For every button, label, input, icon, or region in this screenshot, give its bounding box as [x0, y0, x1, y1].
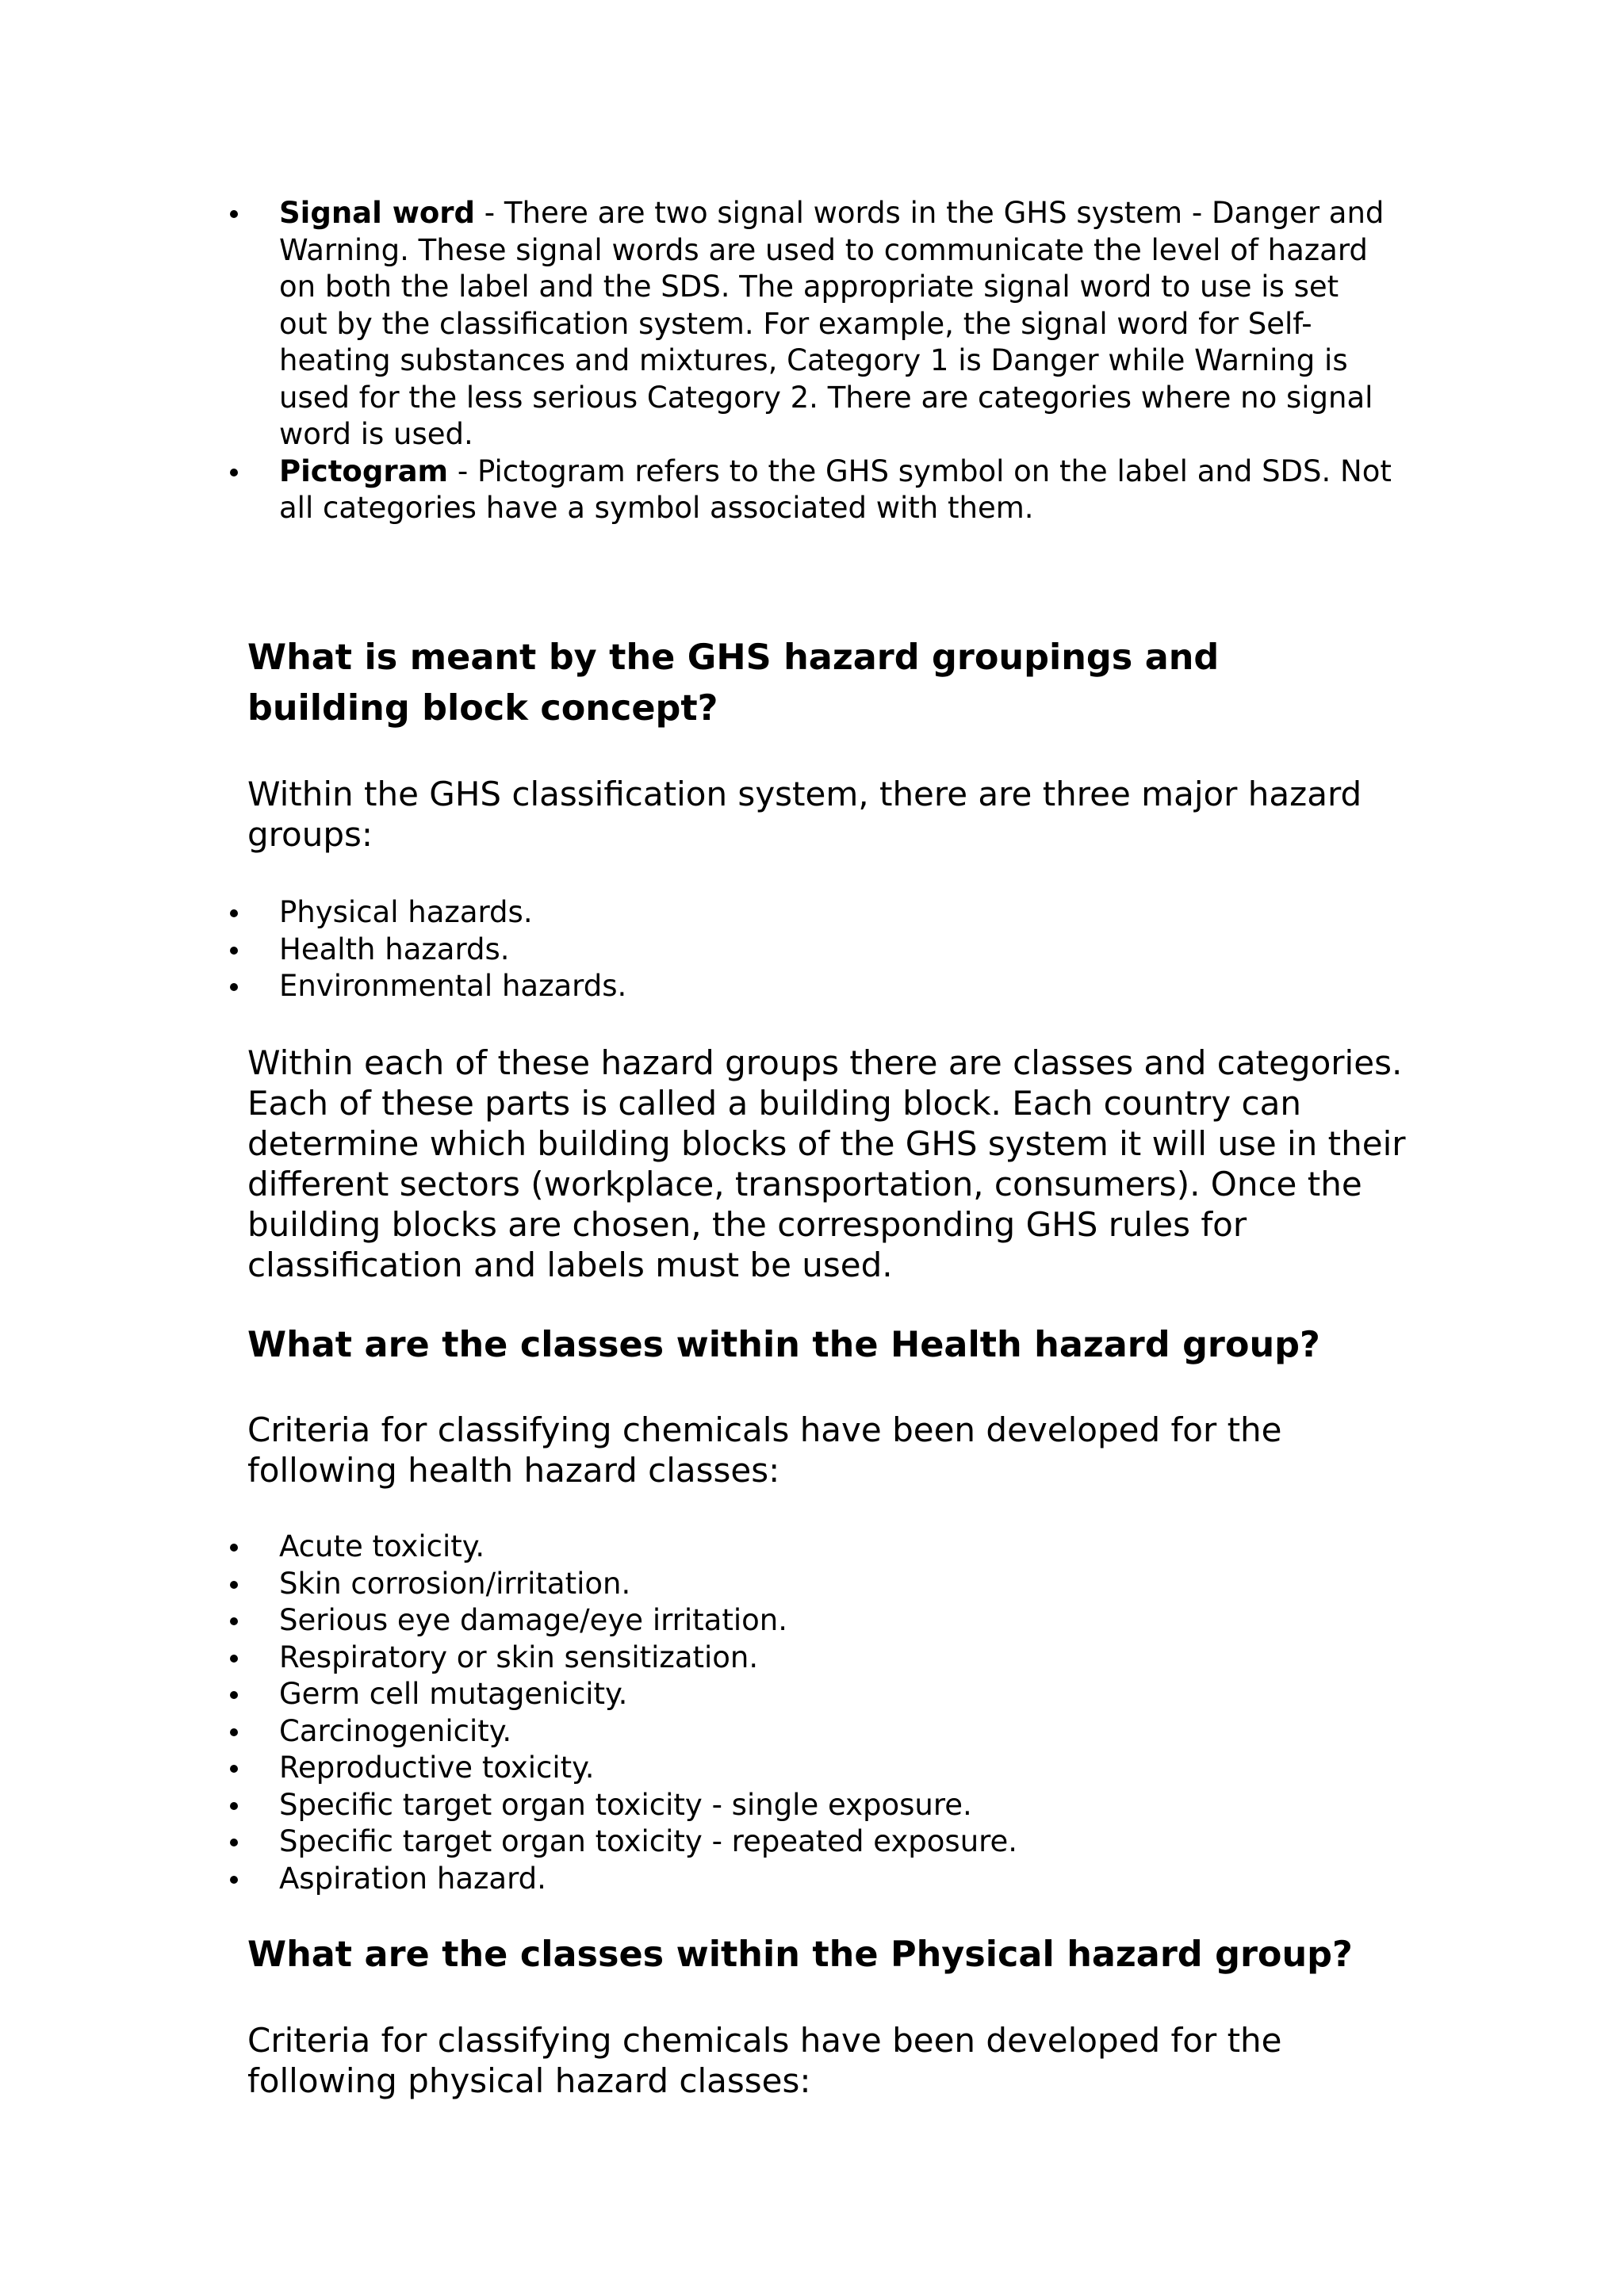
list-item-text: Carcinogenicity.: [279, 1713, 512, 1748]
list-item: [227, 1602, 1392, 1640]
list-item-text: Environmental hazards.: [279, 969, 627, 1003]
list-item: [227, 1713, 1392, 1751]
section-heading: What are the classes within the Physical hazard group?: [247, 1934, 1353, 1975]
bullet-icon: [230, 1617, 238, 1625]
bullet-icon: [230, 947, 238, 955]
list-item-text: Specific target organ toxicity - single exposure.: [279, 1787, 972, 1822]
definition-text: - There are two signal words in the GHS system - Danger and Warning. These signal words are used to communicate the level of hazard on both the label and the SDS. The appropriate signal word to use is set out by the classification system. For example, the signal word for Self-heating substances and mixtures, Category 1 is Danger while Warning is used for the less serious Category 2. There are categories where no signal word is used.: [279, 196, 1385, 451]
health-hazard-list: [227, 1529, 1392, 1897]
definition-text: - Pictogram refers to the GHS symbol on the label and SDS. Not all categories have a symbol associated with them.: [279, 453, 1392, 525]
bullet-icon: [230, 469, 238, 476]
list-item: [227, 1787, 1392, 1824]
list-item-text: Specific target organ toxicity - repeated exposure.: [279, 1824, 1018, 1858]
list-item: [227, 1640, 1392, 1677]
list-item: [227, 1861, 1392, 1898]
list-item: [227, 1750, 1392, 1787]
list-item: [227, 1566, 1392, 1603]
bullet-icon: [230, 1655, 238, 1663]
bullet-icon: [230, 909, 238, 917]
list-item-text: Health hazards.: [279, 932, 510, 966]
bullet-icon: [230, 983, 238, 991]
bullet-icon: [230, 1581, 238, 1589]
list-item: [227, 968, 1392, 1005]
bullet-icon: [230, 210, 238, 218]
term-signal-word: Signal word: [279, 196, 476, 230]
bullet-icon: [230, 1765, 238, 1773]
list-item-text: Respiratory or skin sensitization.: [279, 1640, 759, 1674]
list-item: [227, 195, 1392, 453]
section-heading: What are the classes within the Health hazard group?: [247, 1325, 1320, 1365]
section-intro: Criteria for classifying chemicals have been developed for the following physical hazard classes:: [247, 2021, 1282, 2100]
list-item: [227, 1676, 1392, 1713]
bullet-icon: [230, 1728, 238, 1736]
list-item: [227, 932, 1392, 969]
list-item: [227, 894, 1392, 932]
section-intro: Criteria for classifying chemicals have been developed for the following health hazard classes:: [247, 1410, 1282, 1490]
hazard-group-list: [227, 894, 1392, 1005]
bullet-icon: [230, 1839, 238, 1846]
list-item: [227, 1529, 1392, 1566]
section-body: Within each of these hazard groups there are classes and categories. Each of these parts is called a building block. Each country can determine which building blocks of the GHS system it will use in their different sectors (workplace, transportation, consumers). Once the building blocks are chosen, the corresponding GHS rules for classification and labels must be used.: [247, 1043, 1406, 1284]
bullet-icon: [230, 1544, 238, 1552]
list-item: [227, 1823, 1392, 1861]
list-item-text: Physical hazards.: [279, 895, 533, 929]
list-item-text: Skin corrosion/irritation.: [279, 1566, 631, 1601]
list-item-text: Aspiration hazard.: [279, 1861, 546, 1896]
bullet-icon: [230, 1802, 238, 1810]
term-pictogram: Pictogram: [279, 453, 449, 488]
section-intro: Within the GHS classification system, there are three major hazard groups:: [247, 775, 1362, 854]
bullet-icon: [230, 1876, 238, 1884]
definition-list: [227, 195, 1392, 527]
list-item-text: Serious eye damage/eye irritation.: [279, 1603, 787, 1637]
bullet-icon: [230, 1691, 238, 1699]
section-heading: What is meant by the GHS hazard groupings and building block concept?: [247, 637, 1220, 729]
list-item-text: Acute toxicity.: [279, 1529, 485, 1563]
list-item-text: Reproductive toxicity.: [279, 1751, 595, 1785]
list-item-text: Germ cell mutagenicity.: [279, 1677, 628, 1711]
list-item: [227, 453, 1392, 527]
